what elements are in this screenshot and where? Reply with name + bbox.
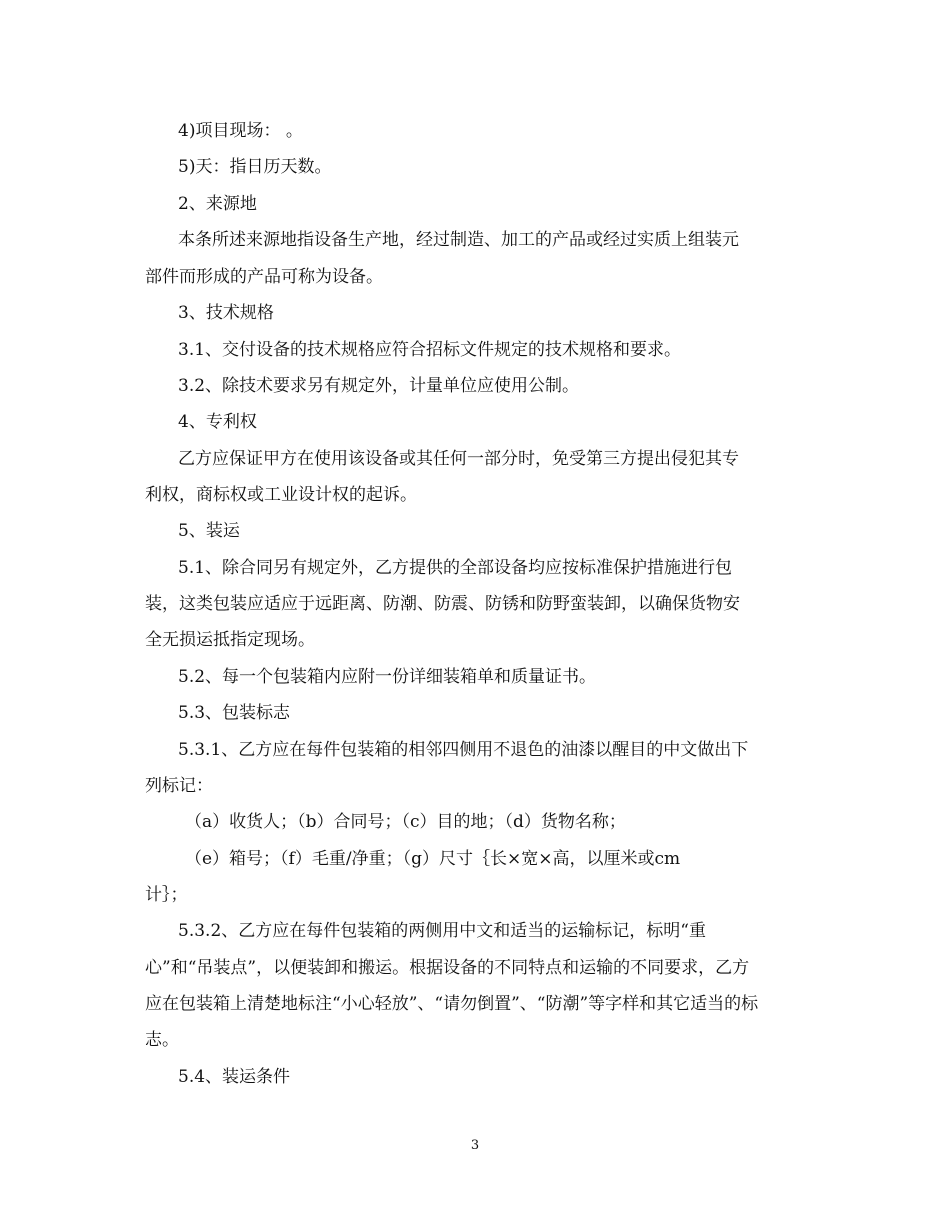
text-line: （e）箱号；（f）毛重/净重；（g）尺寸｛长×宽×高，以厘米或cm xyxy=(185,849,681,869)
text-line: 利权，商标权或工业设计权的起诉。 xyxy=(145,485,417,505)
text-line: 本条所述来源地指设备生产地，经过制造、加工的产品或经过实质上组装元 xyxy=(178,230,739,250)
text-line: 计｝； xyxy=(145,885,188,905)
text-line: 应在包装箱上清楚地标注“小心轻放”、“请勿倒置”、“防潮”等字样和其它适当的标 xyxy=(145,994,759,1014)
page-number: 3 xyxy=(470,1138,480,1153)
section-heading: 5.4、装运条件 xyxy=(178,1067,291,1087)
text-line: 列标记： xyxy=(145,776,213,796)
text-line: 全无损运抵指定现场。 xyxy=(145,630,315,650)
text-line: 乙方应保证甲方在使用该设备或其任何一部分时，免受第三方提出侵犯其专 xyxy=(178,449,739,469)
text-line: 5.3.1、乙方应在每件包装箱的相邻四侧用不退色的油漆以醒目的中文做出下 xyxy=(178,740,749,760)
text-line: 5.2、每一个包装箱内应附一份详细装箱单和质量证书。 xyxy=(178,667,597,687)
text-line: 4)项目现场： 。 xyxy=(178,121,303,141)
section-heading: 4、专利权 xyxy=(178,412,257,432)
text-line: 心”和“吊装点”，以便装卸和搬运。根据设备的不同特点和运输的不同要求，乙方 xyxy=(145,958,750,978)
section-heading: 2、来源地 xyxy=(178,194,257,214)
section-heading: 5、装运 xyxy=(178,521,240,541)
text-line: 5.3.2、乙方应在每件包装箱的两侧用中文和适当的运输标记，标明“重 xyxy=(178,921,706,941)
text-line: 3.1、交付设备的技术规格应符合招标文件规定的技术规格和要求。 xyxy=(178,340,682,360)
text-line: （a）收货人；（b）合同号；（c）目的地；（d）货物名称； xyxy=(185,812,626,832)
text-line: 5)天：指日历天数。 xyxy=(178,157,332,177)
text-line: 装，这类包装应适应于远距离、防潮、防震、防锈和防野蛮装卸，以确保货物安 xyxy=(145,594,740,614)
text-line: 部件而形成的产品可称为设备。 xyxy=(145,267,383,287)
section-heading: 3、技术规格 xyxy=(178,303,274,323)
text-line: 5.1、除合同另有规定外，乙方提供的全部设备均应按标准保护措施进行包 xyxy=(178,558,733,578)
text-line: 志。 xyxy=(145,1030,179,1050)
section-heading: 5.3、包装标志 xyxy=(178,703,291,723)
text-line: 3.2、除技术要求另有规定外，计量单位应使用公制。 xyxy=(178,376,580,396)
